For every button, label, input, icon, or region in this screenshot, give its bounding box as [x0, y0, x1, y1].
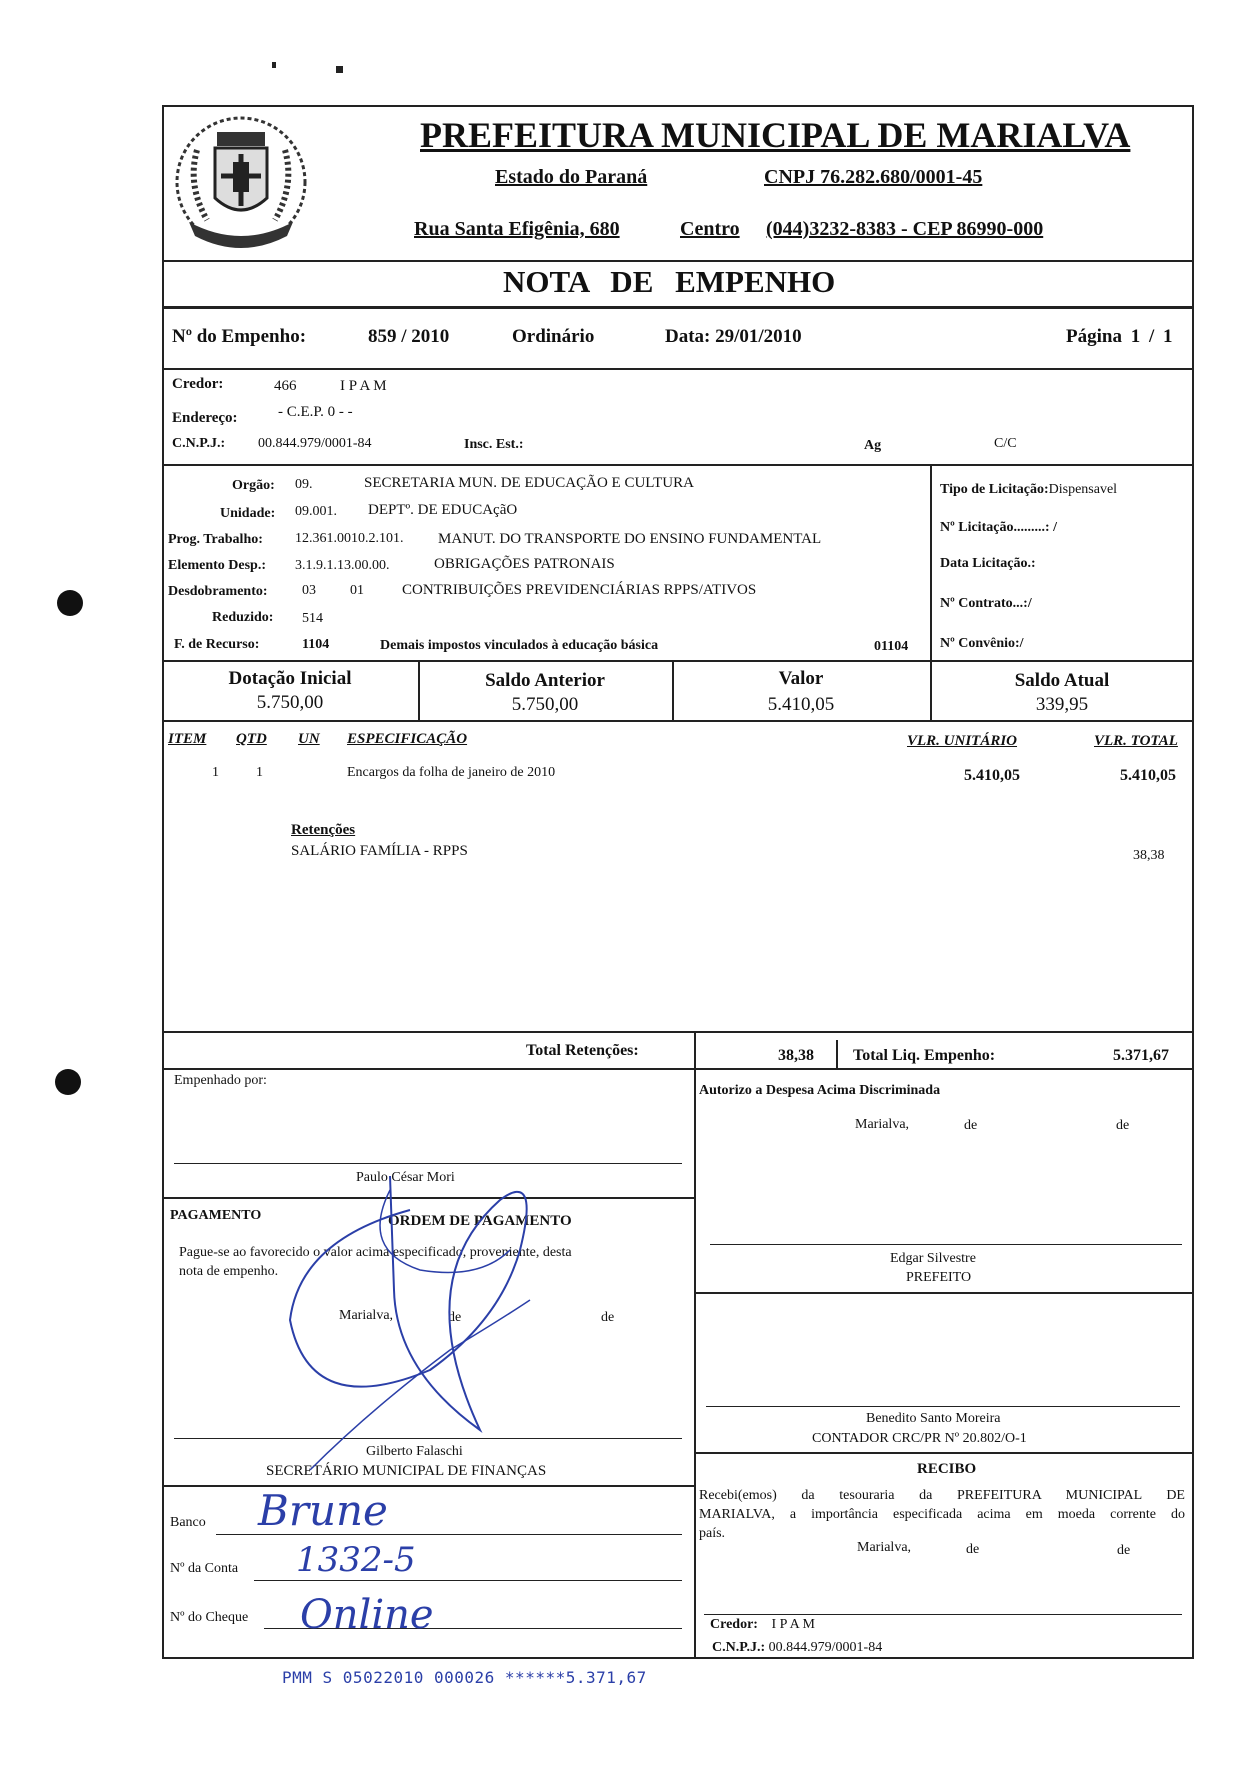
item-desc: Encargos da folha de janeiro de 2010	[347, 765, 556, 780]
page-number: Página 1 / 1	[1066, 326, 1173, 347]
signature-line	[710, 1244, 1182, 1245]
valor-value: 5.410,05	[767, 694, 835, 715]
pagamento-heading: PAGAMENTO	[170, 1208, 262, 1223]
pagamento-de-1: de	[448, 1310, 462, 1325]
contador-title: CONTADOR CRC/PR Nº 20.802/O-1	[812, 1431, 1027, 1446]
recibo-cnpj	[712, 1640, 882, 1656]
bank-authentication-stamp: PMM S 05022010 000026 ******5.371,67	[282, 1668, 647, 1687]
ag-label: Ag	[864, 438, 882, 453]
insc-est-label: Insc. Est.:	[464, 437, 524, 452]
col-valor-total: VLR. TOTAL	[1094, 733, 1178, 749]
saldo-anterior-label: Saldo Anterior	[485, 670, 605, 691]
signature-line	[174, 1163, 682, 1164]
paulo-cesar-name: Paulo César Mori	[356, 1170, 455, 1185]
gilberto-name: Gilberto Falaschi	[366, 1444, 463, 1459]
autorizo-de-2: de	[1116, 1118, 1130, 1133]
total-retencoes-label: Total Retenções:	[526, 1042, 639, 1059]
divider	[694, 1292, 1194, 1294]
unidade-code: 09.001.	[295, 504, 337, 519]
recibo-de-1: de	[966, 1542, 980, 1557]
elemento-code: 3.1.9.1.13.00.00.	[295, 558, 390, 573]
recibo-de-2: de	[1117, 1543, 1131, 1558]
handwritten-conta: 1332-5	[296, 1540, 416, 1580]
tipo-licitacao-value: Dispensavel	[1048, 482, 1118, 497]
empenho-number: 859 / 2010	[368, 326, 450, 347]
prog-label: Prog. Trabalho:	[168, 532, 263, 547]
document-title: NOTA DE EMPENHO	[503, 264, 836, 299]
signature-line	[704, 1614, 1182, 1615]
edgar-name: Edgar Silvestre	[890, 1251, 976, 1266]
recurso-desc: Demais impostos vinculados à educação básica	[380, 638, 659, 653]
endereco-label: Endereço:	[172, 410, 238, 426]
col-especificacao: ESPECIFICAÇÃO	[347, 731, 468, 747]
col-item: ITEM	[168, 731, 207, 747]
numero-convenio: Nº Convênio:/	[940, 636, 1024, 651]
desdobramento-desc: CONTRIBUIÇÕES PREVIDENCIÁRIAS RPPS/ATIVOS	[402, 582, 757, 598]
punch-hole-bottom	[55, 1069, 81, 1095]
divider	[694, 1452, 1194, 1454]
unidade-label: Unidade:	[220, 506, 276, 521]
dotacao-inicial-value: 5.750,00	[256, 692, 324, 713]
ordem-pagamento-heading: ORDEM DE PAGAMENTO	[388, 1213, 572, 1229]
pagamento-marialva: Marialva,	[339, 1308, 394, 1323]
reduzido-value: 514	[302, 611, 323, 626]
empenho-type: Ordinário	[512, 326, 595, 347]
empenho-date: Data: 29/01/2010	[665, 326, 802, 347]
col-qtd: QTD	[236, 731, 267, 747]
credor-cnpj: 00.844.979/0001-84	[258, 436, 372, 451]
item-number: 1	[212, 765, 219, 780]
retencao-value: 38,38	[1133, 848, 1165, 863]
tipo-licitacao	[940, 482, 1117, 498]
numero-licitacao: Nº Licitação.........: /	[940, 520, 1057, 535]
punch-hole-top	[57, 590, 83, 616]
recurso-label: F. de Recurso:	[174, 637, 260, 652]
total-liq-label: Total Liq. Empenho:	[853, 1047, 996, 1064]
divider	[162, 1031, 1194, 1033]
valor-label: Valor	[778, 668, 824, 689]
pagamento-de-2: de	[601, 1310, 615, 1325]
street-address: Rua Santa Efigênia, 680	[414, 218, 620, 240]
recibo-credor-value: I P A M	[771, 1617, 815, 1632]
conta-line	[254, 1580, 682, 1581]
unidade-desc: DEPTº. DE EDUCAçãO	[368, 502, 518, 518]
cheque-label: Nº do Cheque	[170, 1610, 249, 1625]
autorizo-marialva: Marialva,	[855, 1117, 910, 1132]
numero-contrato: Nº Contrato...:/	[940, 596, 1032, 611]
prefeito-title: PREFEITO	[906, 1270, 972, 1285]
scan-speck	[336, 66, 343, 73]
prefeitura-title: PREFEITURA MUNICIPAL DE MARIALVA	[420, 115, 1131, 155]
credor-label: Credor:	[172, 376, 224, 392]
item-unit-value: 5.410,05	[964, 767, 1020, 784]
recibo-credor	[710, 1617, 815, 1633]
prog-desc: MANUT. DO TRANSPORTE DO ENSINO FUNDAMENTAL	[438, 531, 822, 547]
divider	[836, 1040, 838, 1070]
retencoes-heading: Retenções	[291, 822, 356, 838]
cnpj-header: CNPJ 76.282.680/0001-45	[764, 166, 983, 188]
phone-cep: (044)3232-8383 - CEP 86990-000	[766, 218, 1044, 240]
handwritten-cheque: Online	[300, 1592, 434, 1638]
endereco-value: - C.E.P. 0 - -	[278, 404, 353, 420]
divider	[930, 464, 932, 662]
scan-speck	[272, 62, 276, 68]
tipo-licitacao-label: Tipo de Licitação:	[940, 482, 1049, 497]
cc-label: C/C	[994, 436, 1017, 451]
secretario-title: SECRETÁRIO MUNICIPAL DE FINANÇAS	[266, 1463, 547, 1479]
credor-name: I P A M	[340, 378, 387, 394]
desdobramento-code2: 01	[350, 583, 364, 598]
total-retencoes-value: 38,38	[778, 1047, 814, 1064]
recibo-credor-label: Credor:	[710, 1617, 758, 1632]
elemento-label: Elemento Desp.:	[168, 558, 266, 573]
divider	[162, 260, 1194, 262]
divider	[694, 1031, 696, 1659]
handwritten-banco: Brune	[258, 1486, 388, 1535]
divider	[162, 720, 1194, 722]
divider	[162, 306, 1194, 309]
retencao-name: SALÁRIO FAMÍLIA - RPPS	[291, 843, 468, 859]
recibo-text-3: país.	[699, 1526, 726, 1541]
item-qtd: 1	[256, 765, 263, 780]
empenhado-por-label: Empenhado por:	[174, 1073, 267, 1088]
reduzido-label: Reduzido:	[212, 610, 274, 625]
credor-cnpj-label: C.N.P.J.:	[172, 436, 226, 451]
recibo-heading: RECIBO	[917, 1461, 977, 1477]
saldo-atual-value: 339,95	[1035, 694, 1089, 715]
divider	[162, 1068, 1194, 1070]
coat-of-arms-logo	[167, 110, 315, 258]
empenho-label: Nº do Empenho:	[172, 326, 307, 347]
bairro: Centro	[680, 218, 740, 240]
estado-label: Estado do Paraná	[495, 166, 648, 188]
total-liq-value: 5.371,67	[1113, 1047, 1169, 1064]
saldo-atual-label: Saldo Atual	[1014, 670, 1110, 691]
dotacao-inicial-label: Dotação Inicial	[228, 668, 352, 689]
data-licitacao: Data Licitação.:	[940, 556, 1036, 571]
elemento-desc: OBRIGAÇÕES PATRONAIS	[434, 556, 615, 572]
banco-label: Banco	[170, 1515, 206, 1530]
autorizo-de-1: de	[964, 1118, 978, 1133]
saldo-anterior-value: 5.750,00	[511, 694, 579, 715]
benedito-name: Benedito Santo Moreira	[866, 1411, 1001, 1426]
signature-line	[706, 1406, 1180, 1407]
recibo-cnpj-label: C.N.P.J.:	[712, 1640, 766, 1655]
pague-text-2: nota de empenho.	[179, 1264, 279, 1279]
pague-text-1: Pague-se ao favorecido o valor acima especificado, proveniente, desta	[179, 1245, 572, 1260]
recibo-text-1: Recebi(emos) da tesouraria da PREFEITURA MUNICIPAL DE	[699, 1488, 1185, 1503]
divider	[162, 660, 1194, 662]
orgao-code: 09.	[295, 477, 313, 492]
item-total-value: 5.410,05	[1120, 767, 1176, 784]
prog-code: 12.361.0010.2.101.	[295, 531, 404, 546]
recibo-text-2: MARIALVA, a importância especificada acima em moeda corrente do	[699, 1507, 1185, 1522]
divider	[162, 464, 1194, 466]
recibo-marialva: Marialva,	[857, 1540, 912, 1555]
col-un: UN	[298, 731, 320, 747]
autorizo-heading: Autorizo a Despesa Acima Discriminada	[699, 1083, 941, 1098]
desdobramento-label: Desdobramento:	[168, 584, 268, 599]
orgao-desc: SECRETARIA MUN. DE EDUCAÇÃO E CULTURA	[364, 475, 694, 491]
col-valor-unitario: VLR. UNITÁRIO	[907, 733, 1018, 749]
recibo-cnpj-value: 00.844.979/0001-84	[768, 1640, 883, 1655]
orgao-label: Orgão:	[232, 478, 275, 493]
recurso-code2: 01104	[874, 639, 909, 654]
handwritten-signature	[270, 1170, 670, 1510]
credor-code: 466	[274, 378, 297, 394]
divider	[162, 368, 1194, 370]
recurso-code: 1104	[302, 637, 330, 652]
conta-label: Nº da Conta	[170, 1561, 239, 1576]
desdobramento-code1: 03	[302, 583, 316, 598]
